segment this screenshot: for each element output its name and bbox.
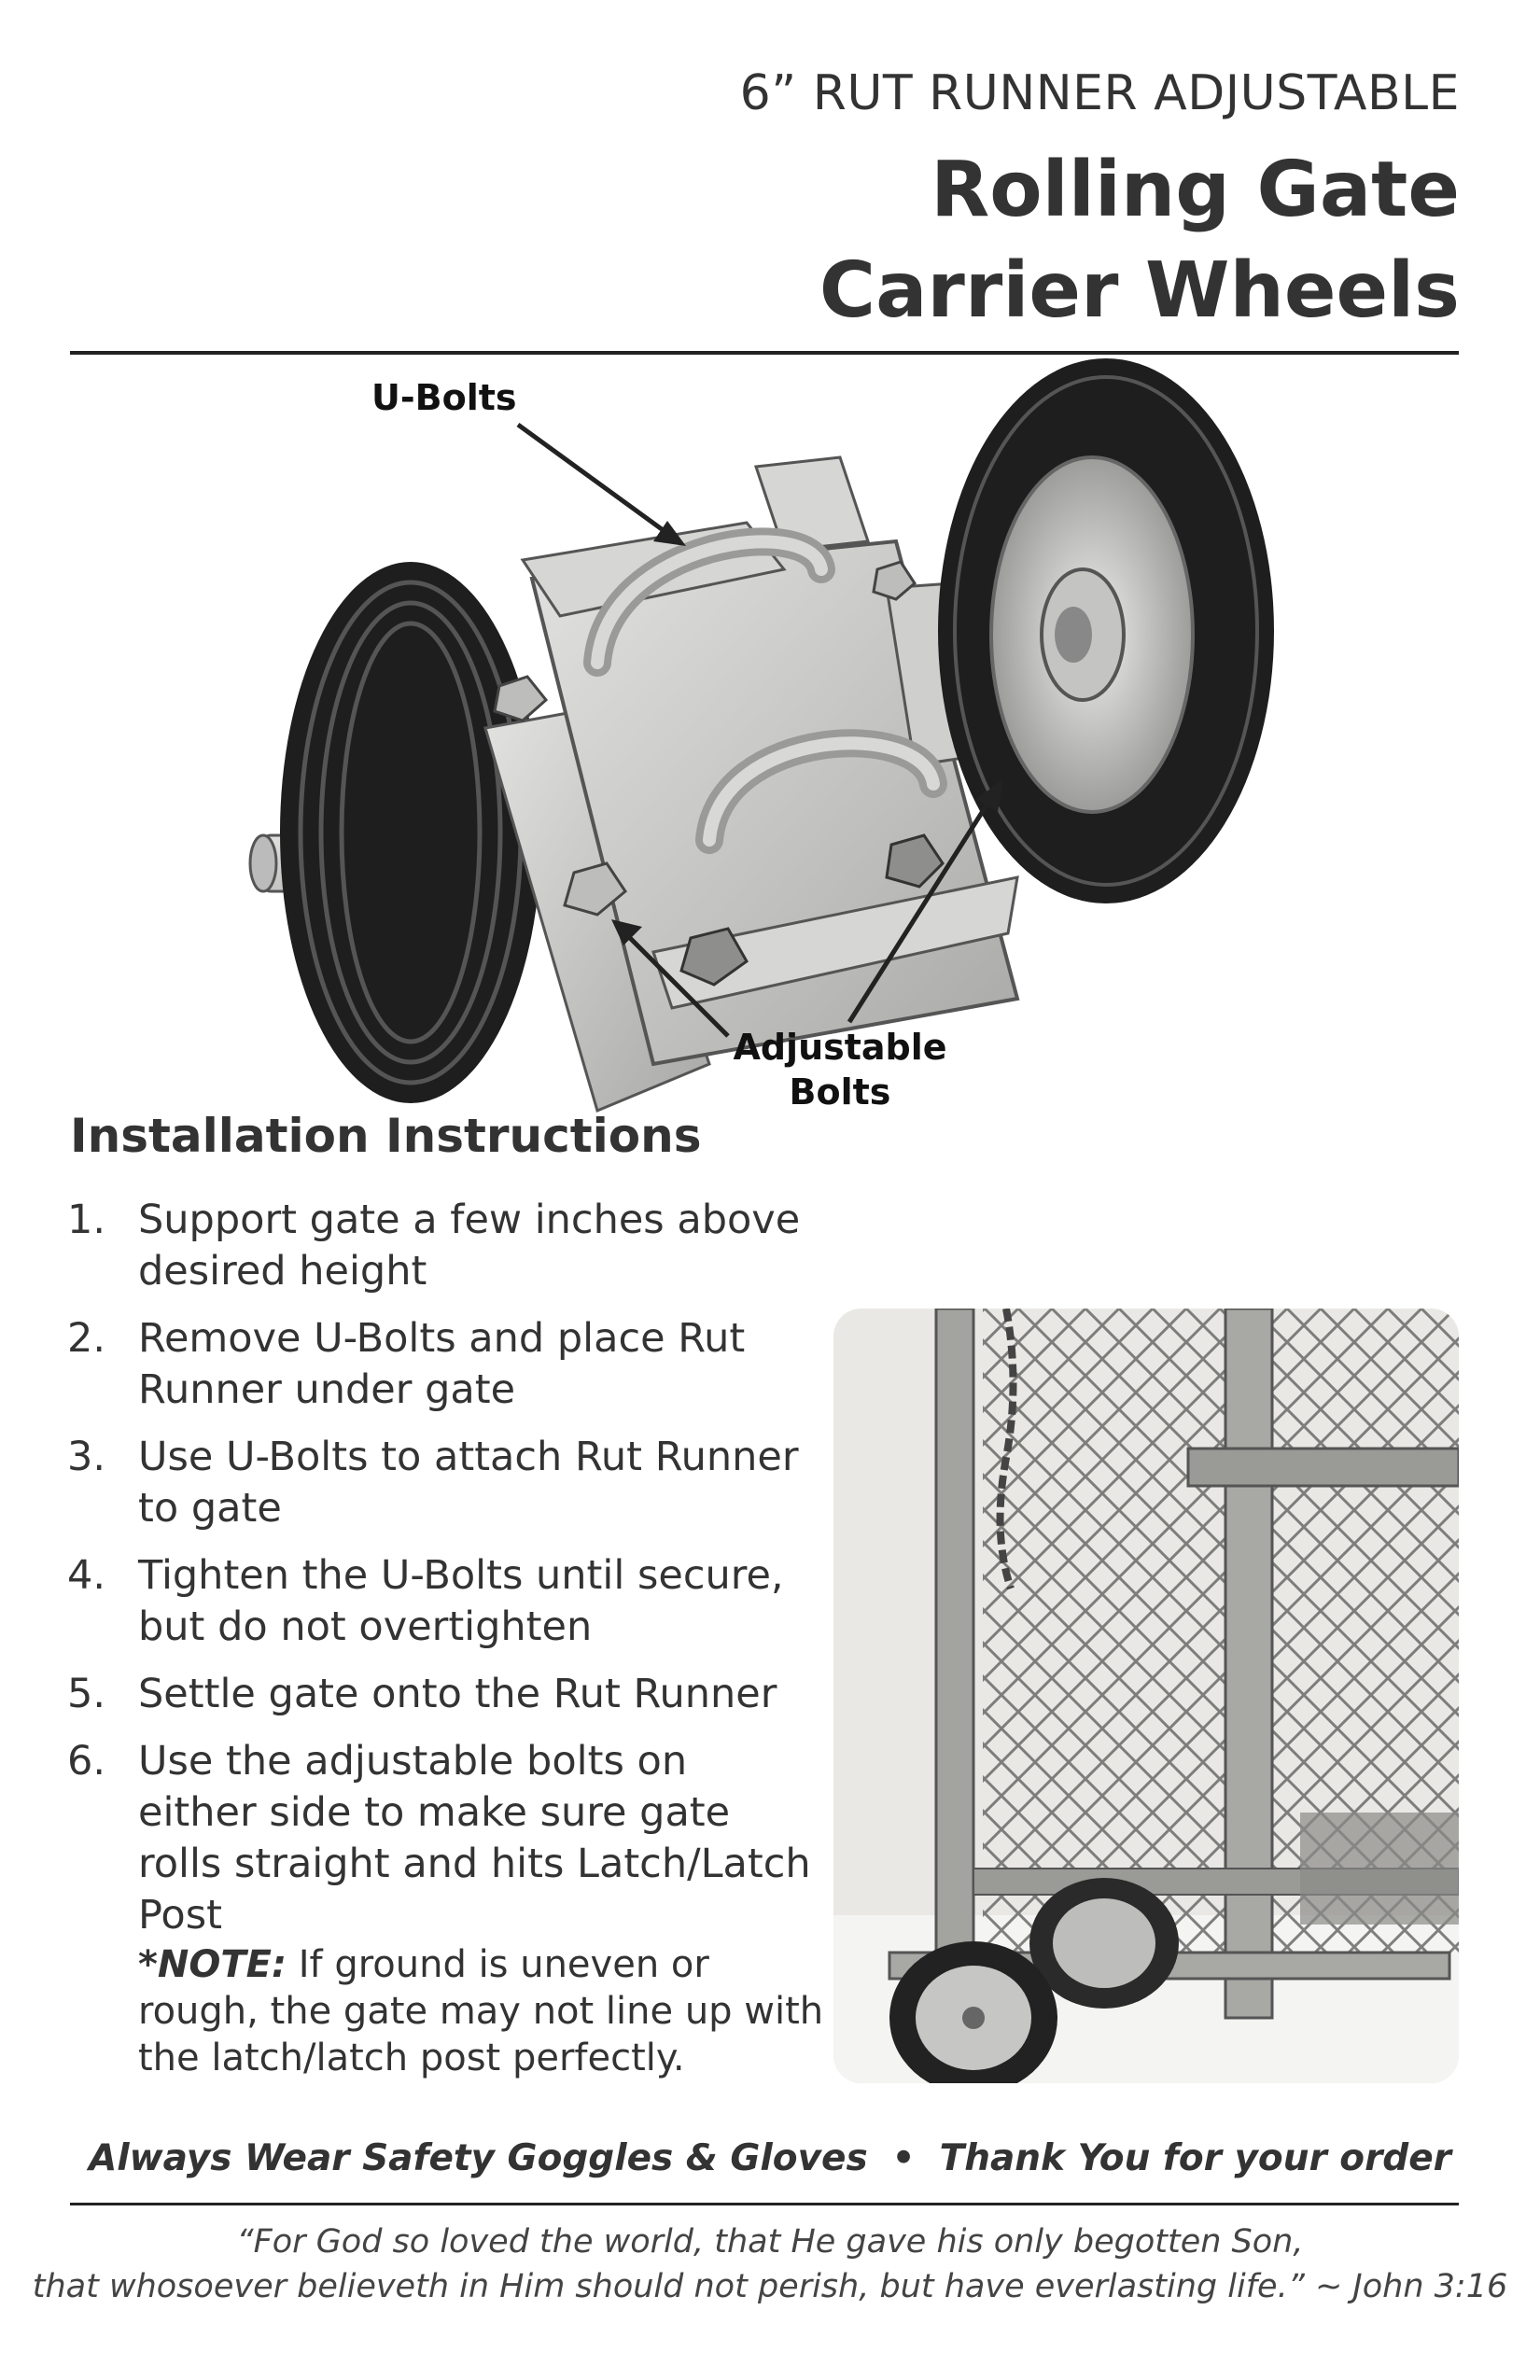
step-text: Support gate a few inches above desired height (138, 1197, 801, 1295)
instruction-step (67, 1432, 814, 1534)
step-number: 1. (67, 1197, 106, 1243)
product-illustration (0, 355, 1540, 1120)
instruction-step (67, 1736, 814, 1941)
step-number: 4. (67, 1552, 106, 1599)
safety-message: Always Wear Safety Goggles & Gloves (89, 2137, 868, 2179)
page-title (819, 140, 1460, 342)
scripture-quote (0, 2219, 1540, 2309)
footer-separator: • (891, 2137, 916, 2179)
instructions-heading: Installation Instructions (70, 1109, 702, 1163)
left-wheel (280, 562, 541, 1103)
installation-note (138, 1941, 829, 2081)
instruction-step (67, 1195, 814, 1297)
note-label: *NOTE: (138, 1943, 287, 1986)
footer-tagline (0, 2137, 1540, 2179)
instruction-step (67, 1550, 814, 1653)
quote-line-1: “For God so loved the world, that He gave his only begotten Son, (236, 2223, 1304, 2261)
step-text: Use U-Bolts to attach Rut Runner to gate (138, 1434, 799, 1532)
gate-post-left (936, 1309, 973, 1981)
callout-adjustable-line1: Adjustable (733, 1027, 947, 1068)
instruction-steps-list (67, 1195, 814, 1957)
title-line-2: Carrier Wheels (819, 246, 1460, 335)
note-text: If ground is uneven or rough, the gate may not line up with the latch/latch post perfectly. (138, 1943, 824, 2079)
instruction-step (67, 1313, 814, 1416)
rut-runner-drawing (0, 355, 1540, 1120)
step-number: 2. (67, 1315, 106, 1362)
footer-divider (70, 2203, 1459, 2205)
callout-adjustable-bolts (728, 1025, 952, 1114)
gate-post-right (1225, 1309, 1272, 2018)
step-text: Use the adjustable bolts on either side to make sure gate rolls straight and hits Latch/Latch Post (138, 1738, 811, 1939)
step-text: Settle gate onto the Rut Runner (138, 1671, 777, 1717)
quote-line-2: that whosoever believeth in Him should not perish, but have everlasting life.” ~ John 3:16 (32, 2268, 1508, 2305)
step-number: 5. (67, 1671, 106, 1717)
installed-gate-photo (833, 1309, 1459, 2083)
step-number: 6. (67, 1738, 106, 1785)
step-text: Tighten the U-Bolts until secure, but do not overtighten (138, 1552, 784, 1650)
step-text: Remove U-Bolts and place Rut Runner under gate (138, 1315, 746, 1413)
installed-gate-drawing (833, 1309, 1459, 2083)
callout-adjustable-line2: Bolts (789, 1071, 891, 1113)
step-number: 3. (67, 1434, 106, 1480)
product-subtitle: 6” RUT RUNNER ADJUSTABLE (739, 65, 1460, 121)
right-wheel (938, 358, 1274, 903)
photo-wheel-back (1029, 1878, 1179, 2009)
title-line-1: Rolling Gate (931, 146, 1460, 234)
thank-you-message: Thank You for your order (939, 2137, 1451, 2179)
callout-u-bolts: U-Bolts (371, 377, 517, 418)
instruction-step (67, 1669, 814, 1720)
